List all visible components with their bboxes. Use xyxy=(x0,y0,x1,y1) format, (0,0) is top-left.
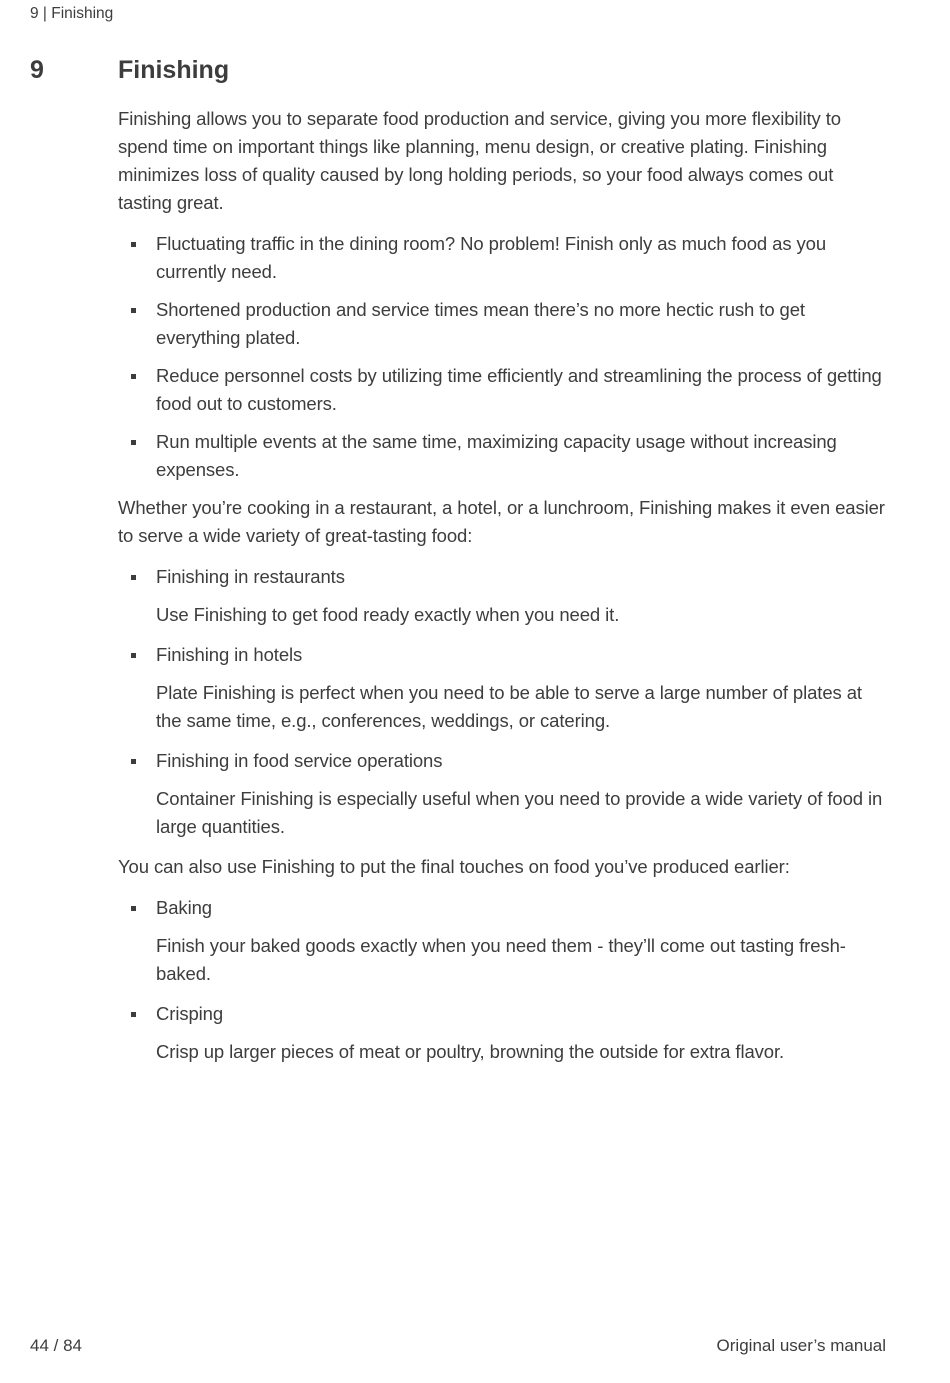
bullet-row xyxy=(118,428,886,484)
bullet-row xyxy=(118,641,886,669)
intro-paragraph: Finishing allows you to separate food production and service, giving you more flexibility to spend time on important things like planning, menu design, or creative plating. Finishing minimizes loss of quality caused by long holding periods, so your food always comes out tasting great. xyxy=(118,108,841,213)
final-intro-paragraph: You can also use Finishing to put the final touches on food you’ve produced earlier: xyxy=(118,856,790,877)
list-item-text: Shortened production and service times mean there’s no more hectic rush to get everything plated. xyxy=(156,299,805,348)
bullet-square-icon xyxy=(131,575,136,580)
list-item xyxy=(118,362,886,418)
list-item-title: Finishing in restaurants xyxy=(156,566,345,587)
list-item-text: Run multiple events at the same time, maximizing capacity usage without increasing expenses. xyxy=(156,431,837,480)
bullet-square-icon xyxy=(131,308,136,313)
list-item xyxy=(118,641,886,735)
contexts-list xyxy=(118,563,886,841)
list-item-title: Crisping xyxy=(156,1003,224,1024)
list-item-text: Fluctuating traffic in the dining room? No problem! Finish only as much food as you currently need. xyxy=(156,233,827,282)
bullet-row xyxy=(118,230,886,286)
bullet-row xyxy=(118,894,886,922)
bullet-square-icon xyxy=(131,653,136,658)
page-number-indicator: 44 / 84 xyxy=(30,1336,82,1355)
list-item-text: Reduce personnel costs by utilizing time efficiently and streamlining the process of getting food out to customers. xyxy=(156,365,882,414)
manual-label: Original user’s manual xyxy=(716,1336,886,1355)
list-item-description: Plate Finishing is perfect when you need to be able to serve a large number of plates at the same time, e.g., conferences, weddings, or catering. xyxy=(156,682,862,731)
page-content xyxy=(0,54,950,1078)
list-item xyxy=(118,296,886,352)
running-header-text: 9 | Finishing xyxy=(30,5,114,22)
final-uses-list xyxy=(118,894,886,1066)
list-item-title: Baking xyxy=(156,897,212,918)
list-item xyxy=(118,894,886,988)
benefits-list xyxy=(118,230,886,484)
list-item-description: Container Finishing is especially useful when you need to provide a wide variety of food in large quantities. xyxy=(156,788,883,837)
bullet-square-icon xyxy=(131,1012,136,1017)
chapter-heading xyxy=(0,54,950,86)
bullet-row xyxy=(118,563,886,591)
contexts-intro-paragraph: Whether you’re cooking in a restaurant, a hotel, or a lunchroom, Finishing makes it even easier to serve a wide variety of great-tasting food: xyxy=(118,497,885,546)
list-item xyxy=(118,230,886,286)
bullet-row xyxy=(118,1000,886,1028)
bullet-row xyxy=(118,362,886,418)
bullet-row xyxy=(118,296,886,352)
bullet-square-icon xyxy=(131,759,136,764)
chapter-number: 9 xyxy=(30,56,44,84)
bullet-square-icon xyxy=(131,242,136,247)
list-item xyxy=(118,1000,886,1066)
chapter-title: Finishing xyxy=(118,56,230,84)
running-header xyxy=(30,3,113,25)
list-item-description: Use Finishing to get food ready exactly when you need it. xyxy=(156,604,620,625)
list-item xyxy=(118,428,886,484)
list-item-description: Crisp up larger pieces of meat or poultry, browning the outside for extra flavor. xyxy=(156,1041,785,1062)
bullet-row xyxy=(118,747,886,775)
list-item-title: Finishing in food service operations xyxy=(156,750,443,771)
bullet-square-icon xyxy=(131,440,136,445)
bullet-square-icon xyxy=(131,374,136,379)
bullet-square-icon xyxy=(131,906,136,911)
list-item xyxy=(118,563,886,629)
page-footer xyxy=(30,1335,886,1357)
list-item xyxy=(118,747,886,841)
list-item-description: Finish your baked goods exactly when you need them - they’ll come out tasting fresh-baked. xyxy=(156,935,846,984)
list-item-title: Finishing in hotels xyxy=(156,644,303,665)
